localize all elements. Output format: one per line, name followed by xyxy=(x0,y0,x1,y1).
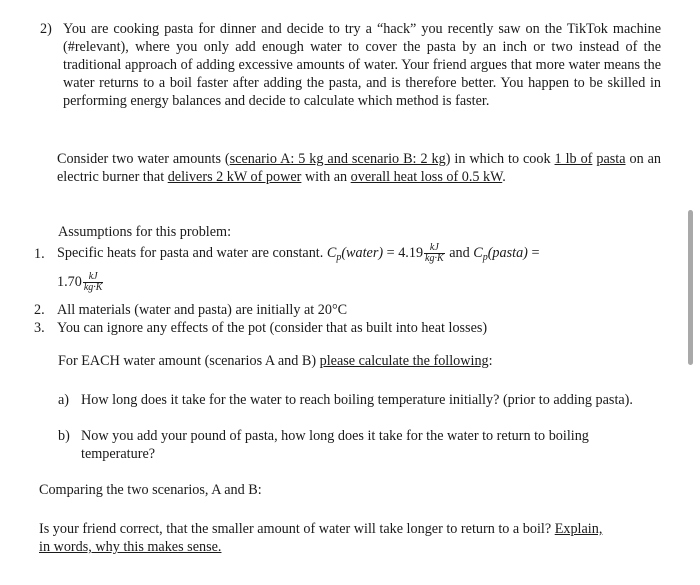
part-a-label: a) xyxy=(58,392,70,408)
final-question-text: Is your friend correct, that the smaller amount of water will take longer to return to a boil? xyxy=(39,521,555,537)
heat-loss: overall heat loss of 0.5 kW xyxy=(350,169,503,185)
assumption-2-text: All materials (water and pasta) are initially at 20°C xyxy=(57,302,348,318)
unit-denominator-2: kg·K xyxy=(83,282,103,294)
consider-text-4: with an xyxy=(301,169,351,185)
assumption-2-number: 2. xyxy=(34,302,45,318)
for-each-text-1: For EACH water amount (scenarios A and B) xyxy=(58,353,320,369)
explain-underlined-2: in words, why this makes sense. xyxy=(39,539,222,555)
consider-text-1: Consider two water amounts ( xyxy=(57,151,230,167)
consider-text-5: . xyxy=(502,169,506,185)
water-cp-unit xyxy=(424,243,445,264)
vertical-scrollbar[interactable] xyxy=(688,210,693,365)
comparing-heading: Comparing the two scenarios, A and B: xyxy=(39,482,262,498)
explain-underlined: Explain, xyxy=(554,521,603,537)
assumption-3-text: You can ignore any effects of the pot (consider that as built into heat losses) xyxy=(57,320,488,336)
unit-denominator: kg·K xyxy=(425,253,444,265)
for-each-line xyxy=(58,352,658,370)
pasta-amount-a: 1 lb of xyxy=(554,151,593,167)
consider-text-3: on an electric burner that xyxy=(57,151,662,185)
cp-subscript-2: p xyxy=(482,252,488,263)
and-word: and xyxy=(449,245,470,261)
assumption-1-number: 1. xyxy=(34,246,45,262)
equals-sign-2: = xyxy=(531,245,540,261)
equals-sign: = xyxy=(386,245,395,261)
scenario-amounts: scenario A: 5 kg and scenario B: 2 kg xyxy=(229,151,446,167)
unit-numerator: kJ xyxy=(424,243,445,254)
cp-symbol-2: C xyxy=(473,245,483,261)
consider-paragraph xyxy=(57,150,661,186)
assumption-1-text: Specific heats for pasta and water are constant. xyxy=(57,245,324,261)
question-text: You are cooking pasta for dinner and decide to try a “hack” you recently saw on the TikTok machine (#relevant), where you only add enough water to cover the pasta by an inch or two instead of the traditional approach of adding excessive amounts of water. Your friend argues that more water means the water returns to a boil faster after adding the pasta, and is therefore better. You happen to be skilled in performing energy balances and decide to calculate which method is faster. xyxy=(63,21,661,109)
assumption-1 xyxy=(57,241,661,294)
for-each-text-2: : xyxy=(488,353,493,369)
consider-text-2: ) in which to cook xyxy=(445,151,555,167)
water-cp-value: 4.19 xyxy=(398,245,424,261)
assumptions-heading: Assumptions for this problem: xyxy=(58,224,232,240)
cp-subscript: p xyxy=(336,252,342,263)
unit-numerator-2: kJ xyxy=(83,272,104,283)
burner-power: delivers 2 kW of power xyxy=(167,169,302,185)
pasta-amount-b: pasta xyxy=(596,151,626,167)
cp-symbol: C xyxy=(326,245,337,261)
part-a-text: How long does it take for the water to reach boiling temperature initially? (prior to adding pasta). xyxy=(81,392,633,408)
question-number: 2) xyxy=(40,21,52,37)
part-b-text: Now you add your pound of pasta, how long does it take for the water to return to boiling temperature? xyxy=(81,428,589,462)
assumption-3-number: 3. xyxy=(34,320,45,336)
calculate-following: please calculate the following xyxy=(319,353,489,369)
pasta-arg: (pasta) xyxy=(487,245,528,261)
water-arg: (water) xyxy=(341,245,384,261)
pasta-cp-value: 1.70 xyxy=(57,274,82,290)
final-question xyxy=(39,520,661,556)
pasta-cp-unit xyxy=(83,272,104,293)
part-b-label: b) xyxy=(58,428,70,444)
